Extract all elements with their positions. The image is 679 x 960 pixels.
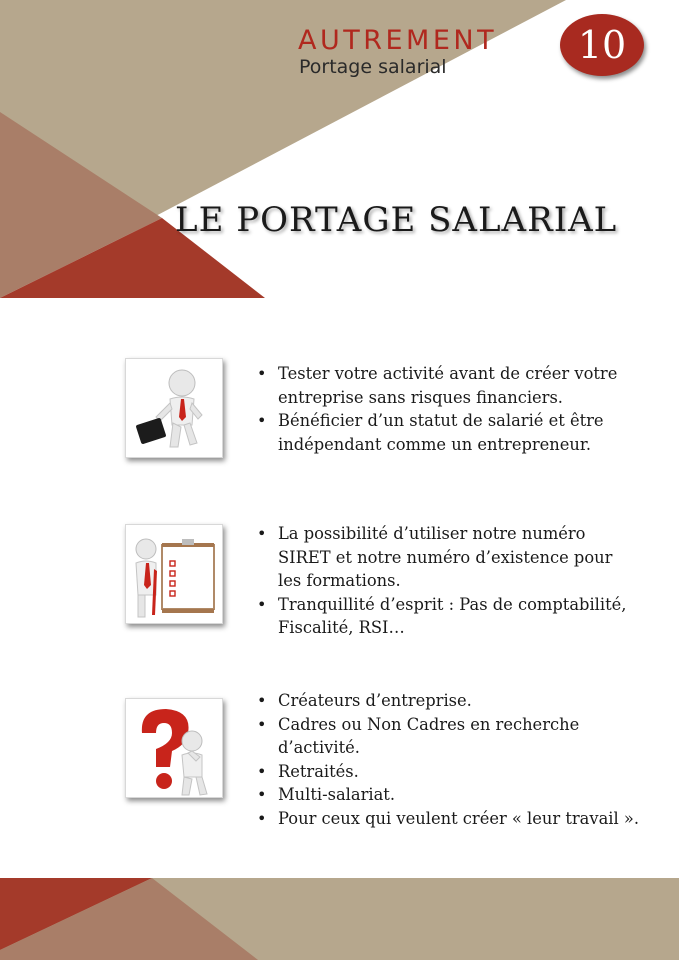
brand-name: AUTREMENT <box>298 25 498 56</box>
bullet-list-2 <box>256 522 636 640</box>
list-item: • Tester votre activité avant de créer votre entreprise sans risques financiers. <box>257 364 618 407</box>
bullet-text: Tranquillité d’esprit : Pas de comptabilité, Fiscalité, RSI… <box>278 594 627 637</box>
bullet-text: La possibilité d’utiliser notre numéro SIRET et notre numéro d’existence pour les formations. <box>278 524 613 590</box>
brand-badge <box>560 14 644 76</box>
bullet-text: Retraités. <box>278 761 359 781</box>
checklist-board-icon <box>125 524 223 624</box>
brand-subtitle: Portage salarial <box>299 56 447 78</box>
bullet-text: Créateurs d’entreprise. <box>278 691 472 710</box>
brand-badge-number: 10 <box>577 23 627 67</box>
list-item: • Bénéficier d’un statut de salarié et être indépendant comme un entrepreneur. <box>257 411 604 454</box>
bullet-text: Pour ceux qui veulent créer « leur travail ». <box>278 808 640 828</box>
bullet-text: Bénéficier d’un statut de salarié et être indépendant comme un entrepreneur. <box>278 411 604 454</box>
list-item: • Créateurs d’entreprise. <box>257 691 472 710</box>
bullet-text: Cadres ou Non Cadres en recherche d’activité. <box>278 714 580 757</box>
page-title: LE PORTAGE SALARIAL <box>175 200 618 240</box>
question-mark-thinker-icon <box>125 698 223 798</box>
list-item: • Cadres ou Non Cadres en recherche d’activité. <box>257 714 580 757</box>
bullet-text: Tester votre activité avant de créer votre entreprise sans risques financiers. <box>278 364 618 407</box>
brand-logo <box>298 26 497 78</box>
bullet-list-3 <box>256 689 666 830</box>
bullet-text: Multi-salariat. <box>278 785 396 804</box>
list-item: • Tranquillité d’esprit : Pas de comptabilité, Fiscalité, RSI… <box>257 594 627 637</box>
list-item: • Multi-salariat. <box>257 785 396 804</box>
bullet-list-1 <box>256 362 636 456</box>
businessman-briefcase-icon <box>125 358 223 458</box>
list-item: • Pour ceux qui veulent créer « leur travail ». <box>257 808 640 828</box>
list-item: • Retraités. <box>257 761 359 781</box>
list-item: • La possibilité d’utiliser notre numéro SIRET et notre numéro d’existence pour les formations. <box>257 524 613 590</box>
